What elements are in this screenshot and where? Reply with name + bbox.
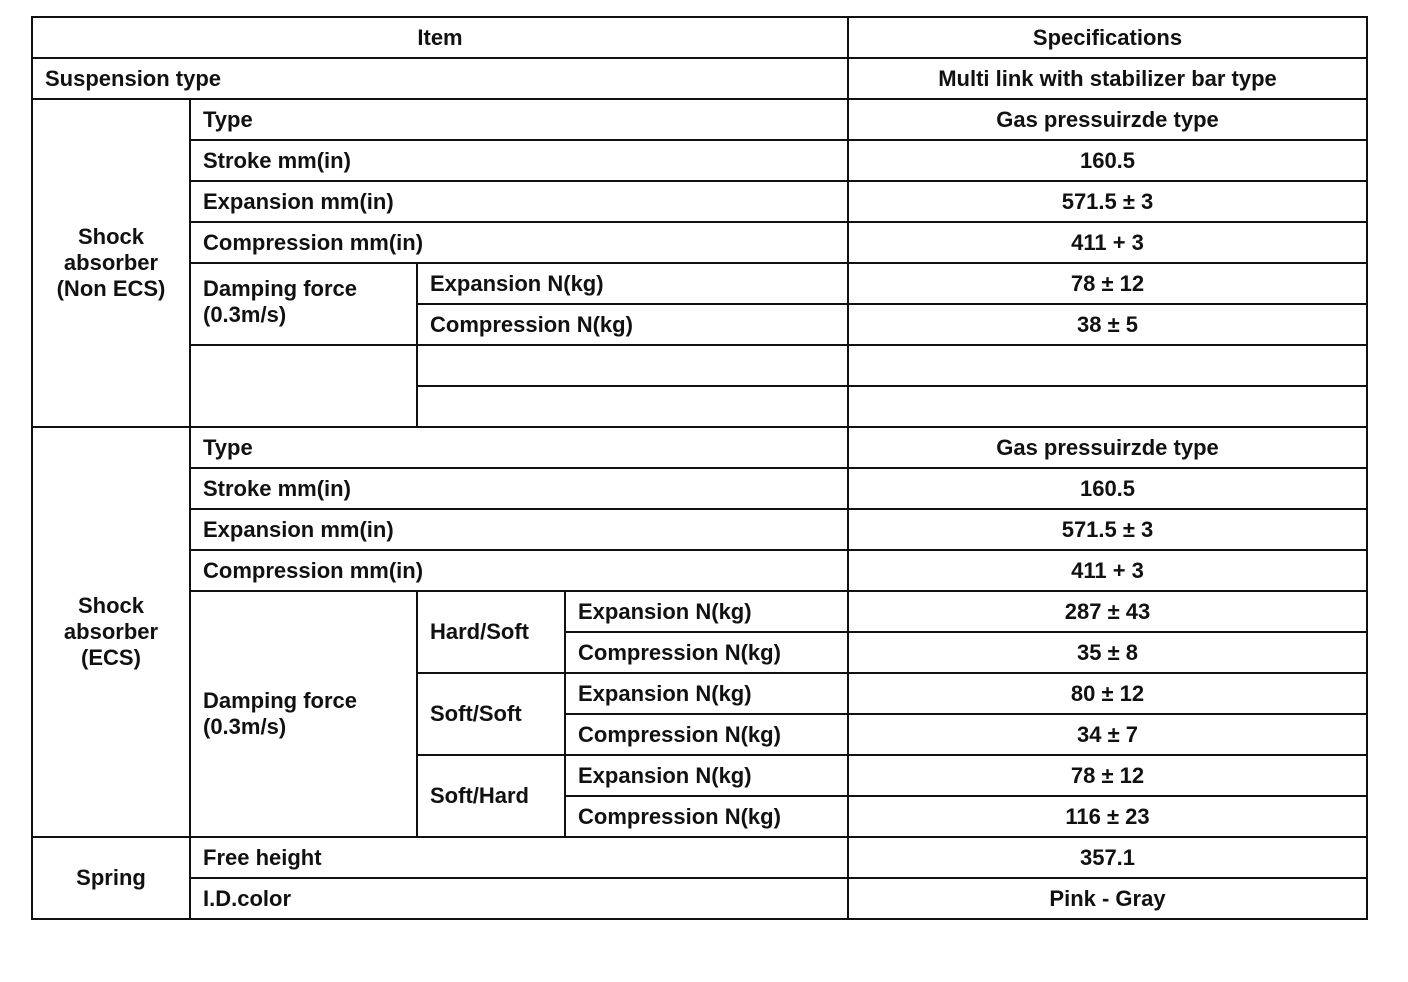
non-ecs-type-label: Type	[190, 99, 848, 140]
non-ecs-stroke-value: 160.5	[848, 140, 1367, 181]
non-ecs-blank-cell	[417, 345, 848, 386]
ecs-mode-hard-soft-label: Hard/Soft	[417, 591, 565, 673]
non-ecs-expansion-row	[32, 181, 1367, 222]
non-ecs-damping-expansion-label: Expansion N(kg)	[417, 263, 848, 304]
non-ecs-group-label	[32, 99, 190, 427]
ecs-type-label: Type	[190, 427, 848, 468]
ecs-soft-hard-expansion-value: 78 ± 12	[848, 755, 1367, 796]
suspension-row	[32, 58, 1367, 99]
non-ecs-blank-cell	[190, 345, 417, 427]
non-ecs-stroke-row	[32, 140, 1367, 181]
spring-color-value: Pink - Gray	[848, 878, 1367, 919]
ecs-stroke-row	[32, 468, 1367, 509]
ecs-group-line1: Shock	[77, 593, 145, 618]
ecs-stroke-value: 160.5	[848, 468, 1367, 509]
non-ecs-type-row	[32, 99, 1367, 140]
non-ecs-damping-expansion-value: 78 ± 12	[848, 263, 1367, 304]
ecs-group-label	[32, 427, 190, 837]
header-row	[32, 17, 1367, 58]
non-ecs-group-line3: (Non ECS)	[56, 276, 166, 301]
ecs-mode-soft-hard-label: Soft/Hard	[417, 755, 565, 837]
spring-group-label: Spring	[32, 837, 190, 919]
ecs-soft-soft-compression-label: Compression N(kg)	[565, 714, 848, 755]
header-specifications: Specifications	[848, 17, 1367, 58]
ecs-expansion-row	[32, 509, 1367, 550]
ecs-hard-soft-expansion-row	[32, 591, 1367, 632]
suspension-label: Suspension type	[32, 58, 848, 99]
non-ecs-damping-compression-value: 38 ± 5	[848, 304, 1367, 345]
ecs-group-line2: absorber	[63, 619, 159, 644]
ecs-damping-line2: (0.3m/s)	[203, 714, 287, 739]
ecs-hard-soft-compression-value: 35 ± 8	[848, 632, 1367, 673]
ecs-type-value: Gas pressuirzde type	[848, 427, 1367, 468]
ecs-hard-soft-expansion-label: Expansion N(kg)	[565, 591, 848, 632]
ecs-group-line3: (ECS)	[81, 645, 141, 670]
ecs-expansion-label: Expansion mm(in)	[190, 509, 848, 550]
non-ecs-blank-cell	[417, 386, 848, 427]
non-ecs-group-line2: absorber	[63, 250, 159, 275]
spring-color-label: I.D.color	[190, 878, 848, 919]
ecs-soft-hard-expansion-label: Expansion N(kg)	[565, 755, 848, 796]
non-ecs-compression-value: 411 + 3	[848, 222, 1367, 263]
ecs-compression-row	[32, 550, 1367, 591]
ecs-compression-value: 411 + 3	[848, 550, 1367, 591]
ecs-soft-soft-compression-value: 34 ± 7	[848, 714, 1367, 755]
non-ecs-expansion-value: 571.5 ± 3	[848, 181, 1367, 222]
ecs-compression-label: Compression mm(in)	[190, 550, 848, 591]
non-ecs-compression-row	[32, 222, 1367, 263]
ecs-soft-soft-expansion-label: Expansion N(kg)	[565, 673, 848, 714]
ecs-type-row	[32, 427, 1367, 468]
non-ecs-damping-line2: (0.3m/s)	[203, 302, 287, 327]
ecs-damping-line1: Damping force	[203, 688, 358, 713]
non-ecs-damping-expansion-row	[32, 263, 1367, 304]
ecs-stroke-label: Stroke mm(in)	[190, 468, 848, 509]
spec-table	[31, 16, 1368, 920]
suspension-value: Multi link with stabilizer bar type	[848, 58, 1367, 99]
non-ecs-blank-cell	[848, 386, 1367, 427]
non-ecs-stroke-label: Stroke mm(in)	[190, 140, 848, 181]
ecs-hard-soft-compression-label: Compression N(kg)	[565, 632, 848, 673]
spring-free-height-label: Free height	[190, 837, 848, 878]
ecs-soft-soft-expansion-value: 80 ± 12	[848, 673, 1367, 714]
ecs-damping-label	[190, 591, 417, 837]
header-item: Item	[32, 17, 848, 58]
spring-free-height-row	[32, 837, 1367, 878]
non-ecs-group-line1: Shock	[77, 224, 145, 249]
non-ecs-expansion-label: Expansion mm(in)	[190, 181, 848, 222]
non-ecs-damping-label	[190, 263, 417, 345]
ecs-expansion-value: 571.5 ± 3	[848, 509, 1367, 550]
ecs-hard-soft-expansion-value: 287 ± 43	[848, 591, 1367, 632]
non-ecs-damping-line1: Damping force	[203, 276, 358, 301]
spring-free-height-value: 357.1	[848, 837, 1367, 878]
ecs-soft-hard-compression-label: Compression N(kg)	[565, 796, 848, 837]
ecs-soft-hard-compression-value: 116 ± 23	[848, 796, 1367, 837]
non-ecs-type-value: Gas pressuirzde type	[848, 99, 1367, 140]
ecs-mode-soft-soft-label: Soft/Soft	[417, 673, 565, 755]
non-ecs-damping-compression-label: Compression N(kg)	[417, 304, 848, 345]
non-ecs-compression-label: Compression mm(in)	[190, 222, 848, 263]
non-ecs-blank-row-1	[32, 345, 1367, 386]
spring-color-row	[32, 878, 1367, 919]
non-ecs-blank-cell	[848, 345, 1367, 386]
